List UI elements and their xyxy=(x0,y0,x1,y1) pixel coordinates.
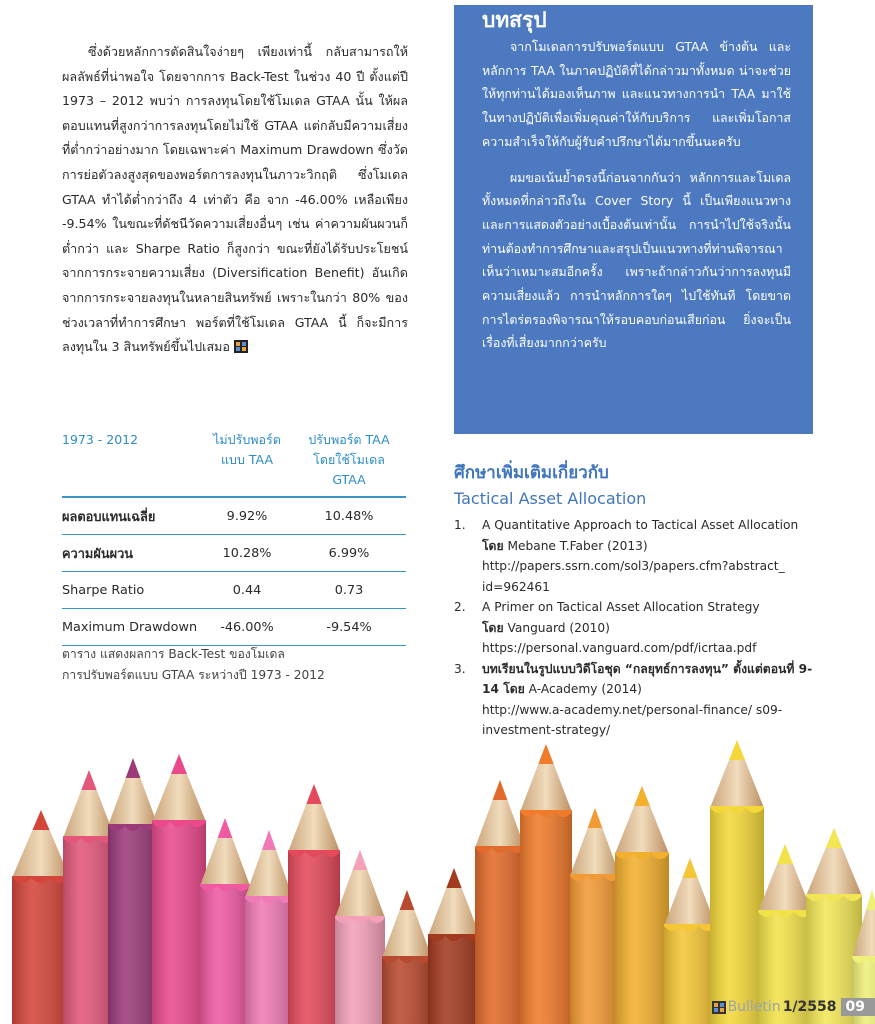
no-taa-value: 0.44 xyxy=(202,572,292,609)
page-footer xyxy=(712,998,875,1016)
no-taa-header: ไม่ปรับพอร์ต แบบ TAA xyxy=(213,432,281,467)
reference-title: A Quantitative Approach to Tactical Asset Allocation xyxy=(482,518,799,532)
row-label: ผลตอบแทนเฉลี่ย xyxy=(62,497,202,535)
pencil-shape xyxy=(335,850,385,1024)
pencil-shape xyxy=(288,784,340,1024)
taa-value: -9.54% xyxy=(292,609,406,646)
list-item: 2. A Primer on Tactical Asset Allocation Strategy โดย Vanguard (2010) https://personal.vanguard.com/pdf/icrtaa.pdf xyxy=(454,597,814,659)
table-row xyxy=(62,497,406,535)
pencil-shape xyxy=(520,744,572,1024)
reference-list xyxy=(454,515,814,741)
bulletin-logo-icon xyxy=(712,1001,726,1014)
conclusion-paragraph-2: ผมขอเน้นย้ำตรงนี้ก่อนจากกันว่า หลักการและโมเดลทั้งหมดที่กล่าวถึงใน Cover Story นี้ เป็นเพียงแนวทางและการแสดงตัวอย่างเบื้องต้นเท่านั้น การนำไปใช้จริงนั้น ท่านต้องทำการศึกษาและสรุปเป็นแนวทางที่ท่านพิจารณาเห็นว่าเหมาะสมอีกครั้ง เพราะถ้ากล่าวกันว่าการลงทุนมีความเสี่ยงแล้ว การนำหลักการใดๆ ไปใช้ทันที โดยขาดการไตร่ตรองพิจารณาให้รอบคอบก่อนเสียก่อน ยิ่งจะเป็นเรื่องที่เสี่ยงมากกว่าครับ xyxy=(482,169,791,351)
reference-title: บทเรียนในรูปแบบวิดีโอชุด “กลยุทธ์การลงทุน” ตั้งแต่ตอนที่ 9-14 โดย xyxy=(482,661,813,696)
table-header-row xyxy=(62,430,406,497)
table-row xyxy=(62,609,406,646)
pencil-shape xyxy=(710,740,764,1024)
intro-paragraph: ซึ่งด้วยหลักการตัดสินใจง่ายๆ เพียงเท่านี้ กลับสามารถให้ผลลัพธ์ที่น่าพอใจ โดยจากการ Back-Test ในช่วง 40 ปี ตั้งแต่ปี 1973 – 2012 พบว่า การลงทุนโดยใช้โมเดล GTAA นั้น ให้ผลตอบแทนที่สูงกว่าการลงทุนโดยไม่ใช้ GTAA แต่กลับมีความเสี่ยงที่ต่ำกว่าอย่างมาก โดยเฉพาะค่า Maximum Drawdown ซึ่งวัดการย่อตัวลงสูงสุดของพอร์ตการลงทุนในภาวะวิกฤติ ซึ่งโมเดล GTAA ทำได้ต่ำกว่าถึง 4 เท่าตัว คือ จาก -46.00% เหลือเพียง -9.54% ในขณะที่ดัชนีวัดความเสี่ยงอื่นๆ เช่น ค่าความผันผวนก็ต่ำกว่า และ Sharpe Ratio ก็สูงกว่า ขณะที่ยังได้รับประโยชน์จากการกระจายความเสี่ยง (Diversification Benefit) อันเกิดจากการกระจายลงทุนในหลายสินทรัพย์ เพราะในกว่า 80% ของช่วงเวลาที่ทำการศึกษา พอร์ตที่ใช้โมเดล GTAA นี้ ก็จะมีการลงทุนใน 3 สินทรัพย์ขึ้นไปเสมอ xyxy=(62,44,408,355)
no-taa-value: 10.28% xyxy=(202,535,292,572)
taa-value: 10.48% xyxy=(292,497,406,535)
further-study-subtitle: Tactical Asset Allocation xyxy=(454,489,647,508)
pencil-shape xyxy=(245,830,293,1024)
pencil-shape xyxy=(664,858,716,1024)
pencil-shape xyxy=(570,808,620,1024)
page-number: 09 xyxy=(841,998,875,1016)
further-study-title: ศึกษาเพิ่มเติมเกี่ยวกับ xyxy=(454,463,609,483)
footer-brand: Bulletin xyxy=(727,999,781,1015)
pencil-shape xyxy=(63,770,115,1024)
colored-pencils-image xyxy=(0,740,875,1024)
table-caption: ตาราง แสดงผลการ Back-Test ของโมเดล การปรับพอร์ตแบบ GTAA ระหว่างปี 1973 - 2012 xyxy=(62,647,325,682)
no-taa-value: 9.92% xyxy=(202,497,292,535)
table-row xyxy=(62,535,406,572)
pencil-shape xyxy=(200,818,250,1024)
end-mark-logo-icon xyxy=(234,340,248,353)
pencil-shape xyxy=(615,786,669,1024)
row-label: Maximum Drawdown xyxy=(62,609,202,646)
conclusion-title: บทสรุป xyxy=(482,8,547,32)
backtest-table xyxy=(62,430,406,646)
pencil-shape xyxy=(428,868,480,1024)
taa-gtaa-header: ปรับพอร์ต TAA โดยใช้โมเดล GTAA xyxy=(308,432,390,487)
list-item: 1. A Quantitative Approach to Tactical Asset Allocation โดย Mebane T.Faber (2013) http://papers.ssrn.com/sol3/papers.cfm?abstract_ id=962461 xyxy=(454,515,814,597)
list-item: 3. บทเรียนในรูปแบบวิดีโอชุด “กลยุทธ์การลงทุน” ตั้งแต่ตอนที่ 9-14 โดย A-Academy (2014) http://www.a-academy.net/personal-finance/ s09-investment-strategy/ xyxy=(454,659,814,741)
reference-link[interactable]: https://personal.vanguard.com/pdf/icrtaa.pdf xyxy=(482,641,757,655)
reference-link[interactable]: http://papers.ssrn.com/sol3/papers.cfm?abstract_ id=962461 xyxy=(482,559,785,594)
conclusion-paragraph-1: จากโมเดลการปรับพอร์ตแบบ GTAA ข้างต้น และหลักการ TAA ในภาคปฏิบัติที่ได้กล่าวมาทั้งหมด น่าจะช่วยให้ทุกท่านได้มองเห็นภาพ และแนวทางการนำ TAA มาใช้ในทางปฏิบัติเพื่อเพิ่มคุณค่าให้กับบริการ และเพิ่มโอกาสความสำเร็จให้กับผู้รับคำปรึกษาได้มากขึ้นนะครับ xyxy=(482,39,791,149)
pencil-shape xyxy=(152,754,206,1024)
table-row xyxy=(62,572,406,609)
pencil-shape xyxy=(382,890,432,1024)
taa-value: 0.73 xyxy=(292,572,406,609)
reference-link[interactable]: http://www.a-academy.net/personal-finance/ s09-investment-strategy/ xyxy=(482,702,783,737)
row-label: Sharpe Ratio xyxy=(62,572,202,609)
conclusion-box xyxy=(454,5,813,434)
footer-issue: 1/2558 xyxy=(782,999,837,1015)
intro-text-block xyxy=(62,40,408,360)
year-range-header: 1973 - 2012 xyxy=(62,432,139,447)
pencil-shape xyxy=(12,810,70,1024)
taa-value: 6.99% xyxy=(292,535,406,572)
pencil-shape xyxy=(758,844,812,1024)
no-taa-value: -46.00% xyxy=(202,609,292,646)
pencil-shape xyxy=(108,758,158,1024)
reference-title: A Primer on Tactical Asset Allocation Strategy xyxy=(482,600,760,614)
pencil-shape xyxy=(475,780,525,1024)
row-label: ความผันผวน xyxy=(62,535,202,572)
